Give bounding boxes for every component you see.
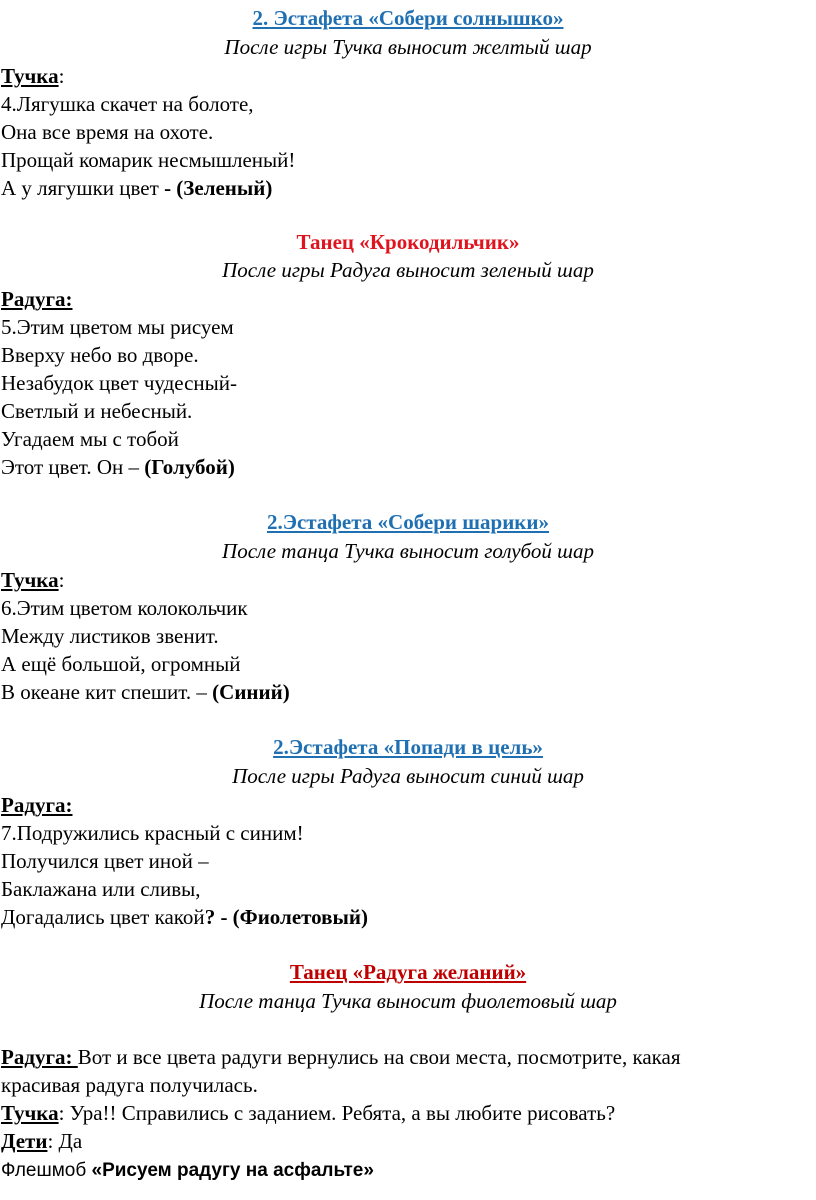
dialogue-text: Вот и все цвета радуги вернулись на свои места, посмотрите, какая [77,1045,681,1069]
poem-last-line [1,678,816,706]
poem-line: Вверху небо во дворе. [1,343,199,367]
flashmob-line [1,1157,816,1185]
speaker-name: Тучка [1,64,59,88]
raduga-line [1,1043,816,1071]
poem-last-line [1,903,816,931]
section1-subtitle: После игры Тучка выносит желтый шар [224,35,592,59]
section4-heading: 2.Эстафета «Попади в цель» [273,735,543,759]
poem-last-line [1,453,816,481]
poem-line: Она все время на охоте. [1,120,214,144]
section3-heading: 2.Эстафета «Собери шарики» [266,510,549,534]
dialogue-text: : Ура!! Справились с заданием. Ребята, а вы любите рисовать? [58,1101,616,1125]
section2-heading: Танец «Крокодильчик» [296,230,520,254]
poem-line: А ещё большой, огромный [1,652,241,676]
speaker-name: Тучка [1,1101,59,1125]
section4-speaker-line [1,791,816,819]
speaker-name: Радуга: [1,287,73,311]
section5-subtitle: После танца Тучка выносит фиолетовый шар [199,989,617,1013]
speaker-name: Тучка [1,568,59,592]
flashmob-title: «Рисуем радугу на асфальте» [91,1160,374,1181]
poem-line: Между листиков звенит. [1,624,219,648]
poem-line: 5.Этим цветом мы рисуем [1,315,234,339]
poem-line: 7.Подружились красный с синим! [1,821,304,845]
poem-line: Угадаем мы с тобой [1,427,179,451]
speaker-colon: : [58,64,65,88]
answer: - (Зеленый) [164,176,273,200]
speaker-name: Радуга: [1,1045,78,1069]
answer: ? - (Фиолетовый) [204,905,368,929]
poem-line: Баклажана или сливы, [1,877,201,901]
section2-subtitle: После игры Радуга выносит зеленый шар [222,258,594,282]
poem-line: 6.Этим цветом колокольчик [1,596,248,620]
speaker-name: Радуга: [1,793,73,817]
poem-last-line [1,174,816,202]
section3-subtitle: После танца Тучка выносит голубой шар [222,539,594,563]
poem-line-text: А у лягушки цвет [1,176,165,200]
poem-line: 4.Лягушка скачет на болоте, [1,92,254,116]
poem-line-text: Догадались цвет какой [1,905,205,929]
section3-speaker-line [1,566,816,594]
poem-line-text: В океане кит спешит. – [1,680,213,704]
flashmob-label: Флешмоб [1,1160,92,1181]
poem-line: Незабудок цвет чудесный- [1,371,238,395]
dialogue-text: : Да [47,1129,83,1153]
poem-line: Прощай комарик несмышленый! [1,148,296,172]
section1-speaker-line [1,62,816,90]
section1-heading: 2. Эстафета «Собери солнышко» [252,6,564,30]
speaker-colon: : [58,568,65,592]
deti-line [1,1127,816,1155]
section5-heading: Танец «Радуга желаний» [289,960,527,984]
poem-line: Получился цвет иной – [1,849,209,873]
section2-speaker-line [1,285,816,313]
raduga-line-continued: красивая радуга получилась. [1,1073,258,1097]
answer: (Синий) [212,680,290,704]
poem-line: Светлый и небесный. [1,399,193,423]
section4-subtitle: После игры Радуга выносит синий шар [232,764,584,788]
poem-line-text: Этот цвет. Он – [1,455,145,479]
answer: (Голубой) [144,455,235,479]
speaker-name: Дети [1,1129,48,1153]
tuchka-line [1,1099,816,1127]
